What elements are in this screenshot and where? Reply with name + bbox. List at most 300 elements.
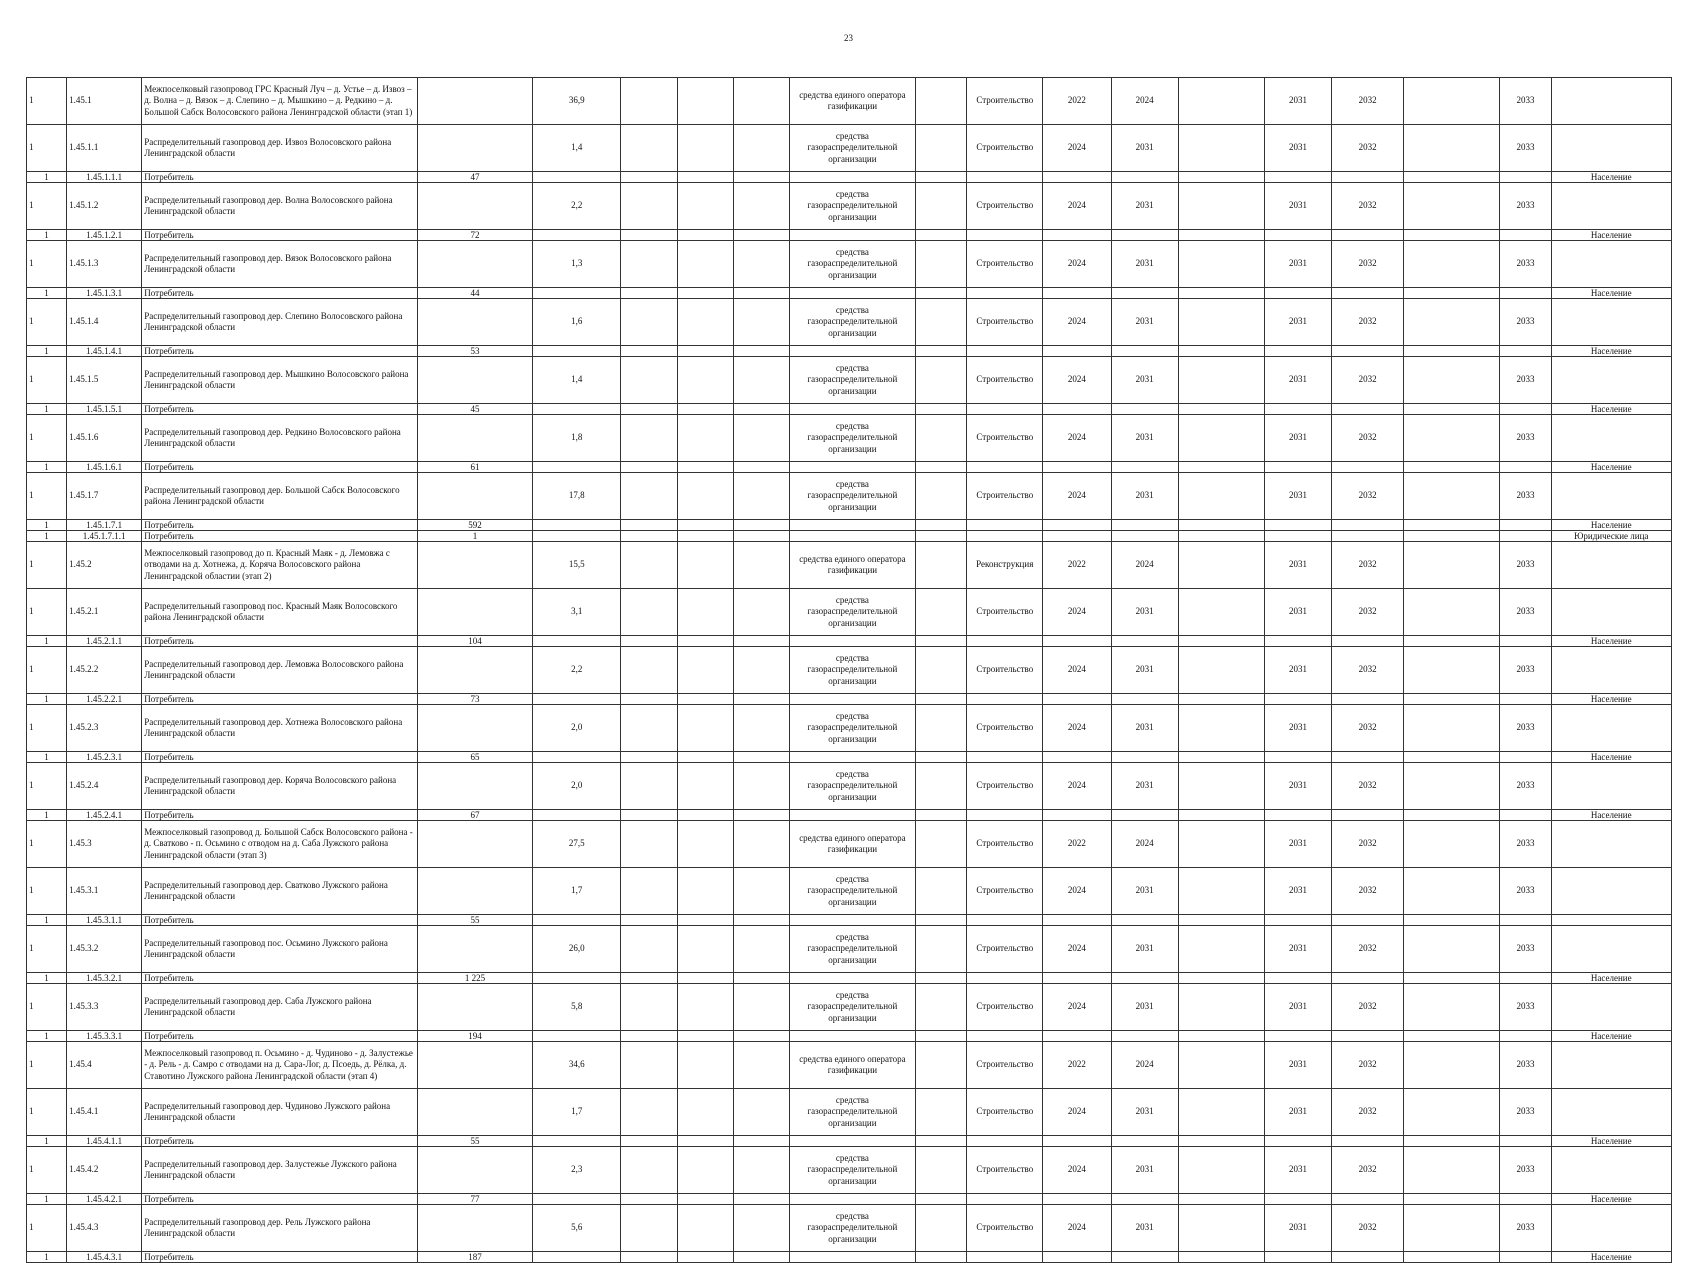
empty-cell xyxy=(916,694,967,705)
consumer-category xyxy=(1551,915,1671,926)
year-design-start: 2024 xyxy=(1043,647,1111,694)
empty-cell xyxy=(1404,915,1500,926)
empty-cell xyxy=(967,1194,1043,1205)
empty-cell xyxy=(916,647,967,694)
year-design-end: 2031 xyxy=(1111,473,1178,520)
empty-cell xyxy=(733,694,789,705)
empty-cell xyxy=(1043,288,1111,299)
row-number: 1 xyxy=(27,1205,67,1252)
empty-cell xyxy=(621,542,677,589)
row-code: 1.45.4.2 xyxy=(67,1147,142,1194)
empty-cell xyxy=(621,1031,677,1042)
empty-cell xyxy=(789,1194,915,1205)
empty-cell xyxy=(1111,1031,1178,1042)
object-name: Потребитель xyxy=(142,1194,418,1205)
year-build-start: 2031 xyxy=(1264,705,1331,752)
consumer-category xyxy=(1551,183,1671,230)
empty-cell xyxy=(1332,1136,1404,1147)
row-code: 1.45.1.7.1.1 xyxy=(67,531,142,542)
empty-cell xyxy=(621,520,677,531)
funding-source: средства газораспределительной организации xyxy=(789,647,915,694)
row-code: 1.45.3.2 xyxy=(67,926,142,973)
object-name: Межпоселковый газопровод до п. Красный Маяк - д. Лемовжа с отводами на д. Хотнежа, д. Коряча Волосовского района Ленинградской областии (этап 2) xyxy=(142,542,418,589)
pipeline-length: 3,1 xyxy=(533,589,621,636)
year-design-start: 2024 xyxy=(1043,1089,1111,1136)
object-name: Потребитель xyxy=(142,230,418,241)
table-row xyxy=(27,810,1672,821)
row-number: 1 xyxy=(27,694,67,705)
year-design-end: 2031 xyxy=(1111,705,1178,752)
empty-cell xyxy=(789,230,915,241)
funding-source: средства газораспределительной организации xyxy=(789,1147,915,1194)
empty-cell xyxy=(621,915,677,926)
table-row xyxy=(27,125,1672,172)
table-row xyxy=(27,241,1672,288)
empty-cell xyxy=(789,1252,915,1263)
consumer-category: Население xyxy=(1551,462,1671,473)
year-build-end: 2032 xyxy=(1332,705,1404,752)
empty-cell xyxy=(1111,172,1178,183)
empty-cell xyxy=(621,636,677,647)
empty-cell xyxy=(677,926,733,973)
row-code: 1.45.2.2.1 xyxy=(67,694,142,705)
consumers-count xyxy=(417,984,532,1031)
empty-cell xyxy=(621,810,677,821)
empty-cell xyxy=(916,172,967,183)
empty-cell xyxy=(1178,172,1264,183)
empty-cell xyxy=(916,531,967,542)
consumers-count: 1 xyxy=(417,531,532,542)
consumer-category: Население xyxy=(1551,288,1671,299)
work-type: Строительство xyxy=(967,868,1043,915)
consumers-count: 53 xyxy=(417,346,532,357)
consumers-count xyxy=(417,589,532,636)
empty-cell xyxy=(789,752,915,763)
consumers-count xyxy=(417,1089,532,1136)
empty-cell xyxy=(1178,915,1264,926)
empty-cell xyxy=(1404,78,1500,125)
empty-cell xyxy=(533,531,621,542)
row-code: 1.45.3.3 xyxy=(67,984,142,1031)
consumers-count xyxy=(417,415,532,462)
empty-cell xyxy=(1178,636,1264,647)
empty-cell xyxy=(1111,404,1178,415)
empty-cell xyxy=(621,926,677,973)
row-code: 1.45.2.2 xyxy=(67,647,142,694)
empty-cell xyxy=(733,404,789,415)
empty-cell xyxy=(1178,78,1264,125)
empty-cell xyxy=(789,172,915,183)
empty-cell xyxy=(733,1042,789,1089)
empty-cell xyxy=(1264,810,1331,821)
empty-cell xyxy=(1264,172,1331,183)
work-type: Строительство xyxy=(967,984,1043,1031)
pipeline-length: 2,0 xyxy=(533,763,621,810)
funding-source: средства газораспределительной организации xyxy=(789,183,915,230)
empty-cell xyxy=(733,230,789,241)
year-design-end: 2031 xyxy=(1111,984,1178,1031)
empty-cell xyxy=(1404,694,1500,705)
year-design-start: 2024 xyxy=(1043,1147,1111,1194)
empty-cell xyxy=(1500,462,1551,473)
consumers-count xyxy=(417,1042,532,1089)
empty-cell xyxy=(677,531,733,542)
object-name: Потребитель xyxy=(142,462,418,473)
empty-cell xyxy=(677,78,733,125)
empty-cell xyxy=(916,346,967,357)
year-design-start: 2024 xyxy=(1043,473,1111,520)
empty-cell xyxy=(789,288,915,299)
empty-cell xyxy=(1332,531,1404,542)
table-row xyxy=(27,78,1672,125)
empty-cell xyxy=(1178,299,1264,346)
empty-cell xyxy=(1264,346,1331,357)
empty-cell xyxy=(1404,1136,1500,1147)
row-code: 1.45.1.2.1 xyxy=(67,230,142,241)
row-code: 1.45.2.1 xyxy=(67,589,142,636)
empty-cell xyxy=(621,473,677,520)
year-build-end: 2032 xyxy=(1332,1089,1404,1136)
empty-cell xyxy=(1178,125,1264,172)
consumer-category: Население xyxy=(1551,752,1671,763)
funding-source: средства газораспределительной организации xyxy=(789,868,915,915)
empty-cell xyxy=(621,821,677,868)
empty-cell xyxy=(967,531,1043,542)
row-code: 1.45.1.4 xyxy=(67,299,142,346)
consumers-count xyxy=(417,821,532,868)
row-code: 1.45.1 xyxy=(67,78,142,125)
empty-cell xyxy=(1111,531,1178,542)
year-build-start: 2031 xyxy=(1264,589,1331,636)
table-row xyxy=(27,1205,1672,1252)
empty-cell xyxy=(789,973,915,984)
consumers-count: 55 xyxy=(417,915,532,926)
empty-cell xyxy=(916,915,967,926)
empty-cell xyxy=(1178,1031,1264,1042)
row-code: 1.45.2 xyxy=(67,542,142,589)
year-build-end: 2032 xyxy=(1332,1205,1404,1252)
consumers-count: 1 225 xyxy=(417,973,532,984)
empty-cell xyxy=(733,647,789,694)
empty-cell xyxy=(1404,299,1500,346)
empty-cell xyxy=(677,589,733,636)
empty-cell xyxy=(1404,705,1500,752)
empty-cell xyxy=(733,1252,789,1263)
object-name: Распределительный газопровод дер. Большой Сабск Волосовского района Ленинградской области xyxy=(142,473,418,520)
year-design-start: 2024 xyxy=(1043,868,1111,915)
consumer-category xyxy=(1551,241,1671,288)
consumer-category xyxy=(1551,763,1671,810)
empty-cell xyxy=(733,763,789,810)
empty-cell xyxy=(1178,230,1264,241)
empty-cell xyxy=(733,241,789,288)
empty-cell xyxy=(916,984,967,1031)
empty-cell xyxy=(916,1089,967,1136)
year-design-end: 2031 xyxy=(1111,125,1178,172)
empty-cell xyxy=(916,926,967,973)
year-build-start: 2031 xyxy=(1264,1147,1331,1194)
empty-cell xyxy=(621,984,677,1031)
empty-cell xyxy=(621,868,677,915)
year-design-start: 2022 xyxy=(1043,821,1111,868)
row-code: 1.45.1.6.1 xyxy=(67,462,142,473)
year-build-end: 2032 xyxy=(1332,821,1404,868)
empty-cell xyxy=(1043,462,1111,473)
empty-cell xyxy=(733,415,789,462)
empty-cell xyxy=(621,404,677,415)
pipeline-length: 1,4 xyxy=(533,357,621,404)
empty-cell xyxy=(621,230,677,241)
row-code: 1.45.3.1.1 xyxy=(67,915,142,926)
table-row xyxy=(27,636,1672,647)
empty-cell xyxy=(733,357,789,404)
empty-cell xyxy=(677,172,733,183)
row-number: 1 xyxy=(27,183,67,230)
empty-cell xyxy=(733,810,789,821)
empty-cell xyxy=(916,810,967,821)
empty-cell xyxy=(1332,1194,1404,1205)
year-commission: 2033 xyxy=(1500,926,1551,973)
work-type: Строительство xyxy=(967,183,1043,230)
funding-source: средства газораспределительной организации xyxy=(789,357,915,404)
row-number: 1 xyxy=(27,230,67,241)
empty-cell xyxy=(533,1194,621,1205)
empty-cell xyxy=(1178,542,1264,589)
year-commission: 2033 xyxy=(1500,821,1551,868)
work-type: Строительство xyxy=(967,821,1043,868)
row-code: 1.45.4.1 xyxy=(67,1089,142,1136)
year-build-start: 2031 xyxy=(1264,984,1331,1031)
empty-cell xyxy=(1264,1194,1331,1205)
row-number: 1 xyxy=(27,346,67,357)
empty-cell xyxy=(1178,926,1264,973)
empty-cell xyxy=(916,357,967,404)
empty-cell xyxy=(916,230,967,241)
consumers-count: 73 xyxy=(417,694,532,705)
consumer-category: Население xyxy=(1551,404,1671,415)
object-name: Распределительный газопровод дер. Извоз Волосовского района Ленинградской области xyxy=(142,125,418,172)
consumer-category xyxy=(1551,984,1671,1031)
empty-cell xyxy=(916,763,967,810)
page-number: 23 xyxy=(844,33,853,43)
object-name: Распределительный газопровод дер. Рель Лужского района Ленинградской области xyxy=(142,1205,418,1252)
consumer-category: Население xyxy=(1551,694,1671,705)
empty-cell xyxy=(1264,462,1331,473)
empty-cell xyxy=(677,973,733,984)
work-type: Строительство xyxy=(967,1042,1043,1089)
empty-cell xyxy=(1500,288,1551,299)
empty-cell xyxy=(621,694,677,705)
pipeline-length: 36,9 xyxy=(533,78,621,125)
empty-cell xyxy=(1500,1136,1551,1147)
empty-cell xyxy=(1264,1136,1331,1147)
work-type: Строительство xyxy=(967,78,1043,125)
empty-cell xyxy=(1332,1031,1404,1042)
table-row xyxy=(27,763,1672,810)
empty-cell xyxy=(677,1136,733,1147)
row-code: 1.45.2.4.1 xyxy=(67,810,142,821)
year-build-end: 2032 xyxy=(1332,926,1404,973)
work-type: Реконструкция xyxy=(967,542,1043,589)
empty-cell xyxy=(916,1147,967,1194)
empty-cell xyxy=(1404,1205,1500,1252)
consumers-count xyxy=(417,926,532,973)
empty-cell xyxy=(789,636,915,647)
empty-cell xyxy=(1043,520,1111,531)
row-code: 1.45.2.3 xyxy=(67,705,142,752)
empty-cell xyxy=(1264,404,1331,415)
empty-cell xyxy=(1043,752,1111,763)
row-number: 1 xyxy=(27,705,67,752)
empty-cell xyxy=(1404,647,1500,694)
empty-cell xyxy=(1178,520,1264,531)
row-code: 1.45.3.2.1 xyxy=(67,973,142,984)
year-design-end: 2031 xyxy=(1111,357,1178,404)
pipeline-length: 1,4 xyxy=(533,125,621,172)
consumer-category xyxy=(1551,926,1671,973)
row-number: 1 xyxy=(27,868,67,915)
year-design-start: 2022 xyxy=(1043,1042,1111,1089)
empty-cell xyxy=(733,1089,789,1136)
empty-cell xyxy=(967,915,1043,926)
row-number: 1 xyxy=(27,1252,67,1263)
empty-cell xyxy=(916,241,967,288)
empty-cell xyxy=(1178,183,1264,230)
year-design-end: 2031 xyxy=(1111,1147,1178,1194)
empty-cell xyxy=(677,415,733,462)
consumers-count: 47 xyxy=(417,172,532,183)
consumers-count xyxy=(417,868,532,915)
work-type: Строительство xyxy=(967,1089,1043,1136)
empty-cell xyxy=(1178,1042,1264,1089)
empty-cell xyxy=(677,473,733,520)
empty-cell xyxy=(1264,288,1331,299)
object-name: Распределительный газопровод дер. Сватково Лужского района Ленинградской области xyxy=(142,868,418,915)
table-row xyxy=(27,183,1672,230)
empty-cell xyxy=(967,520,1043,531)
empty-cell xyxy=(1404,926,1500,973)
row-code: 1.45.4.3.1 xyxy=(67,1252,142,1263)
object-name: Распределительный газопровод дер. Волна Волосовского района Ленинградской области xyxy=(142,183,418,230)
consumers-count: 67 xyxy=(417,810,532,821)
object-name: Потребитель xyxy=(142,973,418,984)
empty-cell xyxy=(1178,1136,1264,1147)
empty-cell xyxy=(677,694,733,705)
row-number: 1 xyxy=(27,810,67,821)
empty-cell xyxy=(1178,473,1264,520)
year-build-end: 2032 xyxy=(1332,984,1404,1031)
empty-cell xyxy=(677,821,733,868)
table-row xyxy=(27,1031,1672,1042)
empty-cell xyxy=(1404,241,1500,288)
pipeline-length: 5,6 xyxy=(533,1205,621,1252)
row-number: 1 xyxy=(27,404,67,415)
empty-cell xyxy=(1111,915,1178,926)
year-commission: 2033 xyxy=(1500,241,1551,288)
object-name: Межпоселковый газопровод д. Большой Сабск Волосовского района - д. Сватково - п. Осьмино с отводом на д. Саба Лужского района Ленинградской области (этап 3) xyxy=(142,821,418,868)
object-name: Распределительный газопровод дер. Лемовжа Волосовского района Ленинградской области xyxy=(142,647,418,694)
empty-cell xyxy=(677,763,733,810)
object-name: Распределительный газопровод пос. Осьмино Лужского района Ленинградской области xyxy=(142,926,418,973)
row-number: 1 xyxy=(27,752,67,763)
empty-cell xyxy=(621,183,677,230)
empty-cell xyxy=(1111,230,1178,241)
empty-cell xyxy=(1111,1252,1178,1263)
year-build-end: 2032 xyxy=(1332,78,1404,125)
work-type: Строительство xyxy=(967,241,1043,288)
empty-cell xyxy=(621,1136,677,1147)
year-build-start: 2031 xyxy=(1264,299,1331,346)
year-build-end: 2032 xyxy=(1332,589,1404,636)
pipeline-length: 2,0 xyxy=(533,705,621,752)
object-name: Межпоселковый газопровод ГРС Красный Луч – д. Устье – д. Извоз – д. Волна – д. Вязок – д. Слепино – д. Мышкино – д. Редкино – д. Большой Сабск Волосовского района Ленинградской области (этап 1) xyxy=(142,78,418,125)
year-build-start: 2031 xyxy=(1264,1205,1331,1252)
year-build-start: 2031 xyxy=(1264,415,1331,462)
empty-cell xyxy=(733,520,789,531)
year-design-end: 2031 xyxy=(1111,1205,1178,1252)
empty-cell xyxy=(533,230,621,241)
empty-cell xyxy=(733,78,789,125)
empty-cell xyxy=(1500,636,1551,647)
funding-source: средства единого оператора газификации xyxy=(789,1042,915,1089)
year-commission: 2033 xyxy=(1500,542,1551,589)
table-row xyxy=(27,589,1672,636)
empty-cell xyxy=(1043,636,1111,647)
empty-cell xyxy=(677,1252,733,1263)
pipeline-length: 1,7 xyxy=(533,868,621,915)
empty-cell xyxy=(1111,810,1178,821)
empty-cell xyxy=(1500,520,1551,531)
empty-cell xyxy=(916,1136,967,1147)
empty-cell xyxy=(677,752,733,763)
empty-cell xyxy=(1500,915,1551,926)
empty-cell xyxy=(967,1031,1043,1042)
funding-source: средства газораспределительной организации xyxy=(789,705,915,752)
year-build-end: 2032 xyxy=(1332,125,1404,172)
empty-cell xyxy=(1332,915,1404,926)
empty-cell xyxy=(1264,973,1331,984)
object-name: Потребитель xyxy=(142,531,418,542)
object-name: Потребитель xyxy=(142,1136,418,1147)
year-commission: 2033 xyxy=(1500,1042,1551,1089)
empty-cell xyxy=(621,531,677,542)
object-name: Распределительный газопровод дер. Слепино Волосовского района Ленинградской области xyxy=(142,299,418,346)
consumer-category: Население xyxy=(1551,636,1671,647)
consumer-category xyxy=(1551,473,1671,520)
consumers-count xyxy=(417,78,532,125)
empty-cell xyxy=(621,288,677,299)
empty-cell xyxy=(789,1031,915,1042)
consumer-category xyxy=(1551,1089,1671,1136)
consumer-category: Население xyxy=(1551,810,1671,821)
pipeline-length: 2,3 xyxy=(533,1147,621,1194)
empty-cell xyxy=(1264,694,1331,705)
empty-cell xyxy=(621,172,677,183)
empty-cell xyxy=(621,415,677,462)
object-name: Распределительный газопровод дер. Коряча Волосовского района Ленинградской области xyxy=(142,763,418,810)
year-build-start: 2031 xyxy=(1264,183,1331,230)
year-commission: 2033 xyxy=(1500,183,1551,230)
row-number: 1 xyxy=(27,1089,67,1136)
object-name: Потребитель xyxy=(142,1031,418,1042)
row-code: 1.45.1.4.1 xyxy=(67,346,142,357)
empty-cell xyxy=(916,473,967,520)
year-build-end: 2032 xyxy=(1332,763,1404,810)
empty-cell xyxy=(916,462,967,473)
work-type: Строительство xyxy=(967,473,1043,520)
year-build-end: 2032 xyxy=(1332,299,1404,346)
empty-cell xyxy=(1178,984,1264,1031)
